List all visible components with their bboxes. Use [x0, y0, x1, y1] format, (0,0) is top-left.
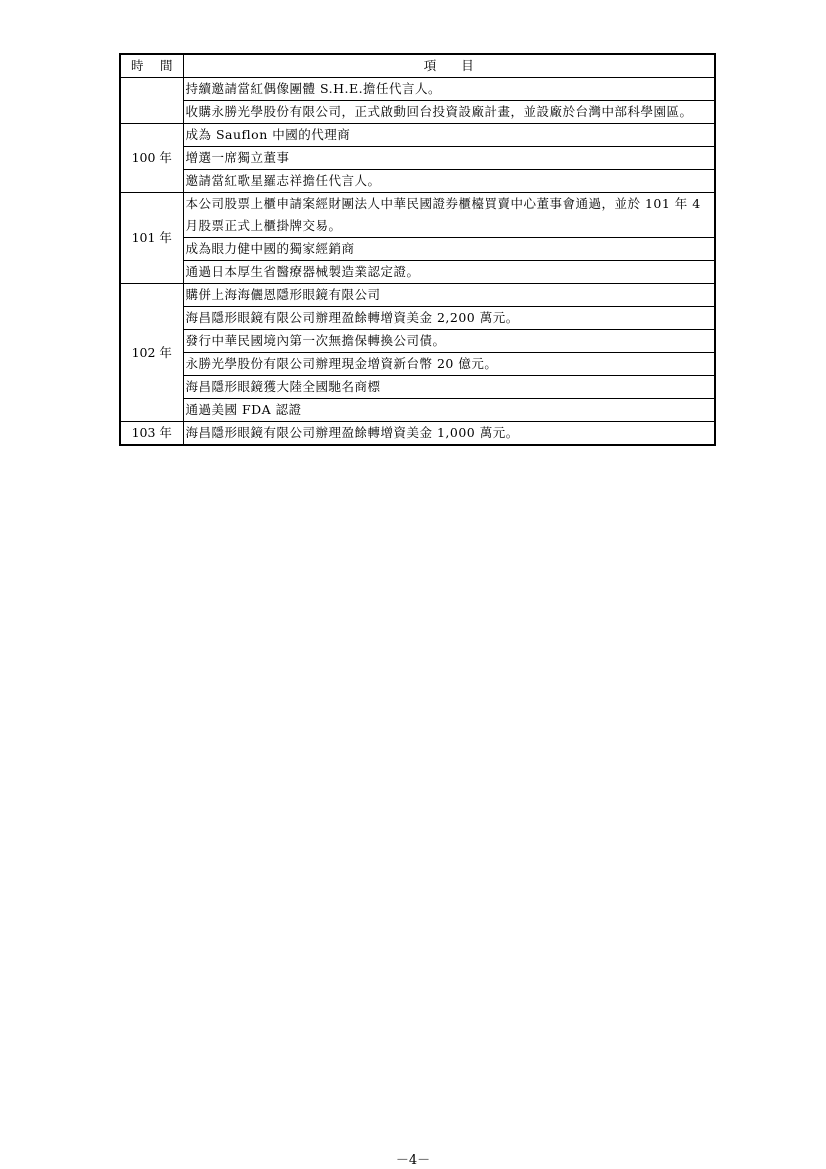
- year-cell: 100 年: [120, 124, 183, 193]
- page-number: －4－: [395, 1153, 431, 1168]
- item-cell: 成為眼力健中國的獨家經銷商: [183, 238, 715, 261]
- item-cell: 邀請當紅歌星羅志祥擔任代言人。: [183, 170, 715, 193]
- item-cell: 海昌隱形眼鏡有限公司辦理盈餘轉增資美金 2,200 萬元。: [183, 307, 715, 330]
- item-cell: 增選一席獨立董事: [183, 147, 715, 170]
- table-row: [120, 330, 715, 353]
- year-cell: 102 年: [120, 284, 183, 422]
- table-row: [120, 399, 715, 422]
- table-row: [120, 193, 715, 238]
- item-cell: 永勝光學股份有限公司辦理現金增資新台幣 20 億元。: [183, 353, 715, 376]
- item-cell: 持續邀請當紅偶像團體 S.H.E.擔任代言人。: [183, 78, 715, 101]
- year-cell: 103 年: [120, 422, 183, 446]
- table-row: [120, 353, 715, 376]
- item-cell: 收購永勝光學股份有限公司，正式啟動回台投資設廠計畫，並設廠於台灣中部科學園區。: [183, 101, 715, 124]
- table-row: [120, 307, 715, 330]
- item-cell: 海昌隱形眼鏡獲大陸全國馳名商標: [183, 376, 715, 399]
- item-cell: 通過日本厚生省醫療器械製造業認定證。: [183, 261, 715, 284]
- item-cell: 成為 Sauflon 中國的代理商: [183, 124, 715, 147]
- header-time: 時 間: [120, 54, 183, 78]
- table-row: [120, 147, 715, 170]
- item-cell: 本公司股票上櫃申請案經財團法人中華民國證券櫃檯買賣中心董事會通過，並於 101 年 4 月股票正式上櫃掛牌交易。: [183, 193, 715, 238]
- year-cell-empty: [120, 78, 183, 124]
- item-cell: 通過美國 FDA 認證: [183, 399, 715, 422]
- header-item: 項 目: [183, 54, 715, 78]
- table-row: [120, 124, 715, 147]
- table-row: [120, 376, 715, 399]
- item-cell: 海昌隱形眼鏡有限公司辦理盈餘轉增資美金 1,000 萬元。: [183, 422, 715, 446]
- table-row: [120, 78, 715, 101]
- item-cell: 購併上海海儷恩隱形眼鏡有限公司: [183, 284, 715, 307]
- table-row: [120, 170, 715, 193]
- year-cell: 101 年: [120, 193, 183, 284]
- table-row: [120, 284, 715, 307]
- table-row: [120, 422, 715, 446]
- item-cell: 發行中華民國境內第一次無擔保轉換公司債。: [183, 330, 715, 353]
- table-row: [120, 101, 715, 124]
- table-row: [120, 261, 715, 284]
- company-milestones-table: [119, 53, 716, 446]
- table-header-row: [120, 54, 715, 78]
- table-row: [120, 238, 715, 261]
